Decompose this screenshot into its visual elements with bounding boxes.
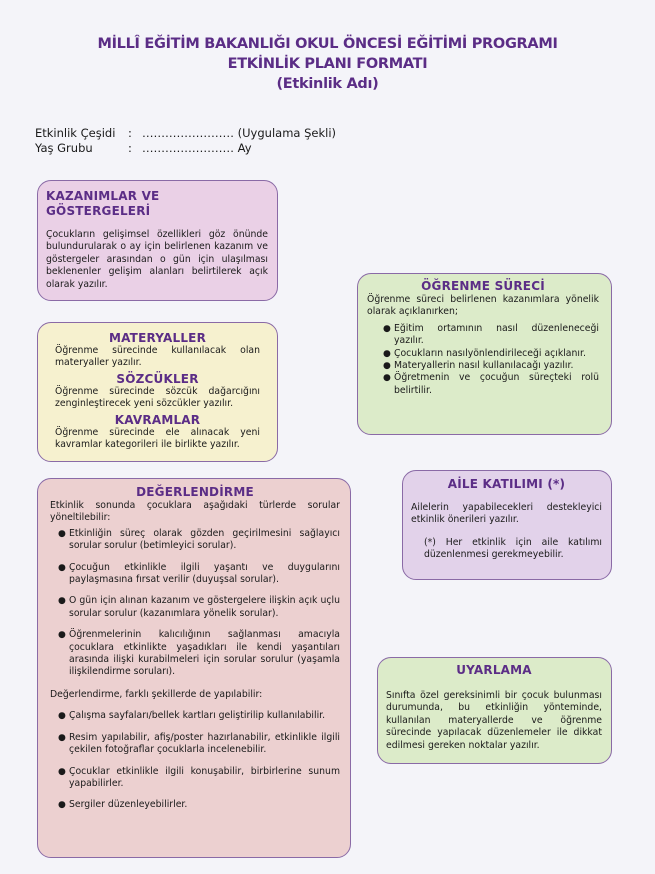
list-item	[56, 732, 340, 757]
materyaller-text: Öğrenme sürecinde kullanılacak olan materyaller yazılır.	[55, 345, 260, 369]
list-item	[381, 360, 599, 372]
info-value: …………………… Ay	[142, 141, 252, 155]
list-item	[56, 710, 340, 722]
info-label: Yaş Grubu	[35, 141, 93, 155]
list-item-text: Resim yapılabilir, afiş/poster hazırlanabilir, etkinlikle ilgili çekilen fotoğraflar çocuklarla incelenebilir.	[69, 731, 340, 756]
kavramlar-title: KAVRAMLAR	[114, 412, 201, 427]
bullet-icon: ●	[58, 630, 66, 641]
list-item	[56, 629, 340, 679]
list-item-text: O gün için alınan kazanım ve göstergelere ilişkin açık uçlu sorular sorulur (kazanımlara yönelik sorular).	[69, 595, 340, 619]
bullet-icon: ●	[58, 562, 66, 573]
ogrenme-list	[381, 323, 599, 397]
list-item	[381, 372, 599, 397]
list-item	[56, 766, 340, 791]
list-item	[56, 595, 340, 620]
list-item	[381, 323, 599, 348]
aile-note: (*) Her etkinlik için aile katılımı düzenlenmesi gerekmeyebilir.	[424, 536, 602, 561]
list-item-text: Materyallerin nasıl kullanılacağı yazılır.	[394, 360, 574, 372]
ogrenme-sureci-box	[357, 273, 612, 435]
aile-katilimi-box	[402, 470, 612, 580]
bullet-icon: ●	[383, 361, 391, 372]
list-item-text: Öğrenmelerinin kalıcılığının sağlanması amacıyla çocuklara etkinlikte yaşadıkları ile kendi yaşantıları arasında ilişki kurabilmeleri için sorular sorulur (yaşamla ilişkilendirme soruları).	[69, 629, 340, 678]
degerlendirme-title: DEĞERLENDİRME	[136, 485, 254, 499]
degerlendirme-question-list	[56, 528, 340, 679]
degerlendirme-method-list	[56, 710, 340, 811]
list-item-text: Eğitim ortamının nasıl düzenleneceği yazılır.	[394, 322, 599, 347]
materyaller-title: MATERYALLER	[108, 331, 207, 345]
aile-text: Ailelerin yapabilecekleri destekleyici etkinlik önerileri yazılır.	[411, 502, 602, 526]
header-format-title: ETKİNLİK PLANI FORMATI	[227, 56, 428, 72]
bullet-icon: ●	[58, 596, 66, 607]
sozcukler-title: SÖZCÜKLER	[116, 371, 199, 386]
bullet-icon: ●	[58, 732, 66, 743]
kazanimlar-title: KAZANIMLAR VE GÖSTERGELERİ	[46, 189, 160, 218]
bullet-icon: ●	[58, 800, 66, 811]
list-item-text: Öğretmenin ve çocuğun süreçteki rolü belirtilir.	[394, 372, 599, 396]
bullet-icon: ●	[58, 766, 66, 777]
info-colon: :	[128, 126, 132, 140]
bullet-icon: ●	[58, 711, 66, 722]
uyarlama-text: Sınıfta özel gereksinimli bir çocuk bulunması durumunda, bu etkinliğin yönteminde, kullanılan materyallerde ve öğrenme sürecinde yapılacak düzenlemeler ile dikkat edilmesi gereken noktalar yazılır.	[386, 690, 602, 751]
info-row-type	[35, 126, 336, 141]
bullet-icon: ●	[383, 373, 391, 384]
info-colon: :	[128, 141, 132, 155]
list-item-text: Etkinliğin süreç olarak gözden geçirilmesini sağlayıcı sorular sorulur (betimleyici sorular).	[69, 527, 340, 552]
list-item	[381, 348, 599, 360]
degerlendirme-box	[37, 478, 351, 858]
header-ministry-title: MİLLÎ EĞİTİM BAKANLIĞI OKUL ÖNCESİ EĞİTİMİ PROGRAMI	[97, 36, 558, 52]
kavramlar-text: Öğrenme sürecinde ele alınacak yeni kavramlar kategorileri ile birlikte yazılır.	[55, 426, 260, 451]
kazanimlar-box	[37, 180, 278, 301]
bullet-icon: ●	[383, 323, 391, 334]
header-activity-name: (Etkinlik Adı)	[276, 76, 379, 92]
list-item	[56, 562, 340, 587]
ogrenme-title: ÖĞRENME SÜRECİ	[421, 279, 545, 293]
info-value: …………………… (Uygulama Şekli)	[142, 126, 337, 140]
uyarlama-box	[377, 657, 612, 764]
document-header	[0, 34, 655, 94]
materyaller-box	[37, 322, 278, 462]
aile-title: AİLE KATILIMI (*)	[447, 477, 566, 491]
degerlendirme-intro: Etkinlik sonunda çocuklara aşağıdaki türlerde sorular yöneltilebilir:	[50, 500, 340, 524]
list-item-text: Sergiler düzenleyebilirler.	[69, 799, 188, 811]
ogrenme-intro: Öğrenme süreci belirlenen kazanımlara yönelik olarak açıklanırken;	[367, 294, 599, 318]
uyarlama-title: UYARLAMA	[456, 663, 532, 677]
list-item-text: Çocuğun etkinlikle ilgili yaşantı ve duygularını paylaşmasına fırsat verilir (duyuşsal sorular).	[69, 561, 340, 586]
info-label: Etkinlik Çeşidi	[35, 126, 116, 140]
list-item	[56, 528, 340, 553]
activity-info	[35, 126, 336, 156]
info-row-age	[35, 141, 336, 156]
sozcukler-text: Öğrenme sürecinde sözcük dağarcığını zenginleştirecek yeni sözcükler yazılır.	[55, 385, 260, 410]
list-item-text: Çocuklar etkinlikle ilgili konuşabilir, birbirlerine sunum yapabilirler.	[69, 765, 340, 789]
list-item	[56, 799, 340, 811]
kazanimlar-text: Çocukların gelişimsel özellikleri göz önünde bulundurularak o ay için belirlenen kazanım ve göstergeler arasından o gün için ulaşılması beklenenler gelişim alanları belirtilerek açık olarak yazılır.	[46, 229, 268, 290]
list-item-text: Çocukların nasılyönlendirileceği açıklanır.	[394, 347, 586, 359]
bullet-icon: ●	[383, 348, 391, 359]
degerlendirme-middle: Değerlendirme, farklı şekillerde de yapılabilir:	[50, 688, 263, 700]
bullet-icon: ●	[58, 528, 66, 539]
list-item-text: Çalışma sayfaları/bellek kartları geliştirilip kullanılabilir.	[69, 710, 326, 722]
